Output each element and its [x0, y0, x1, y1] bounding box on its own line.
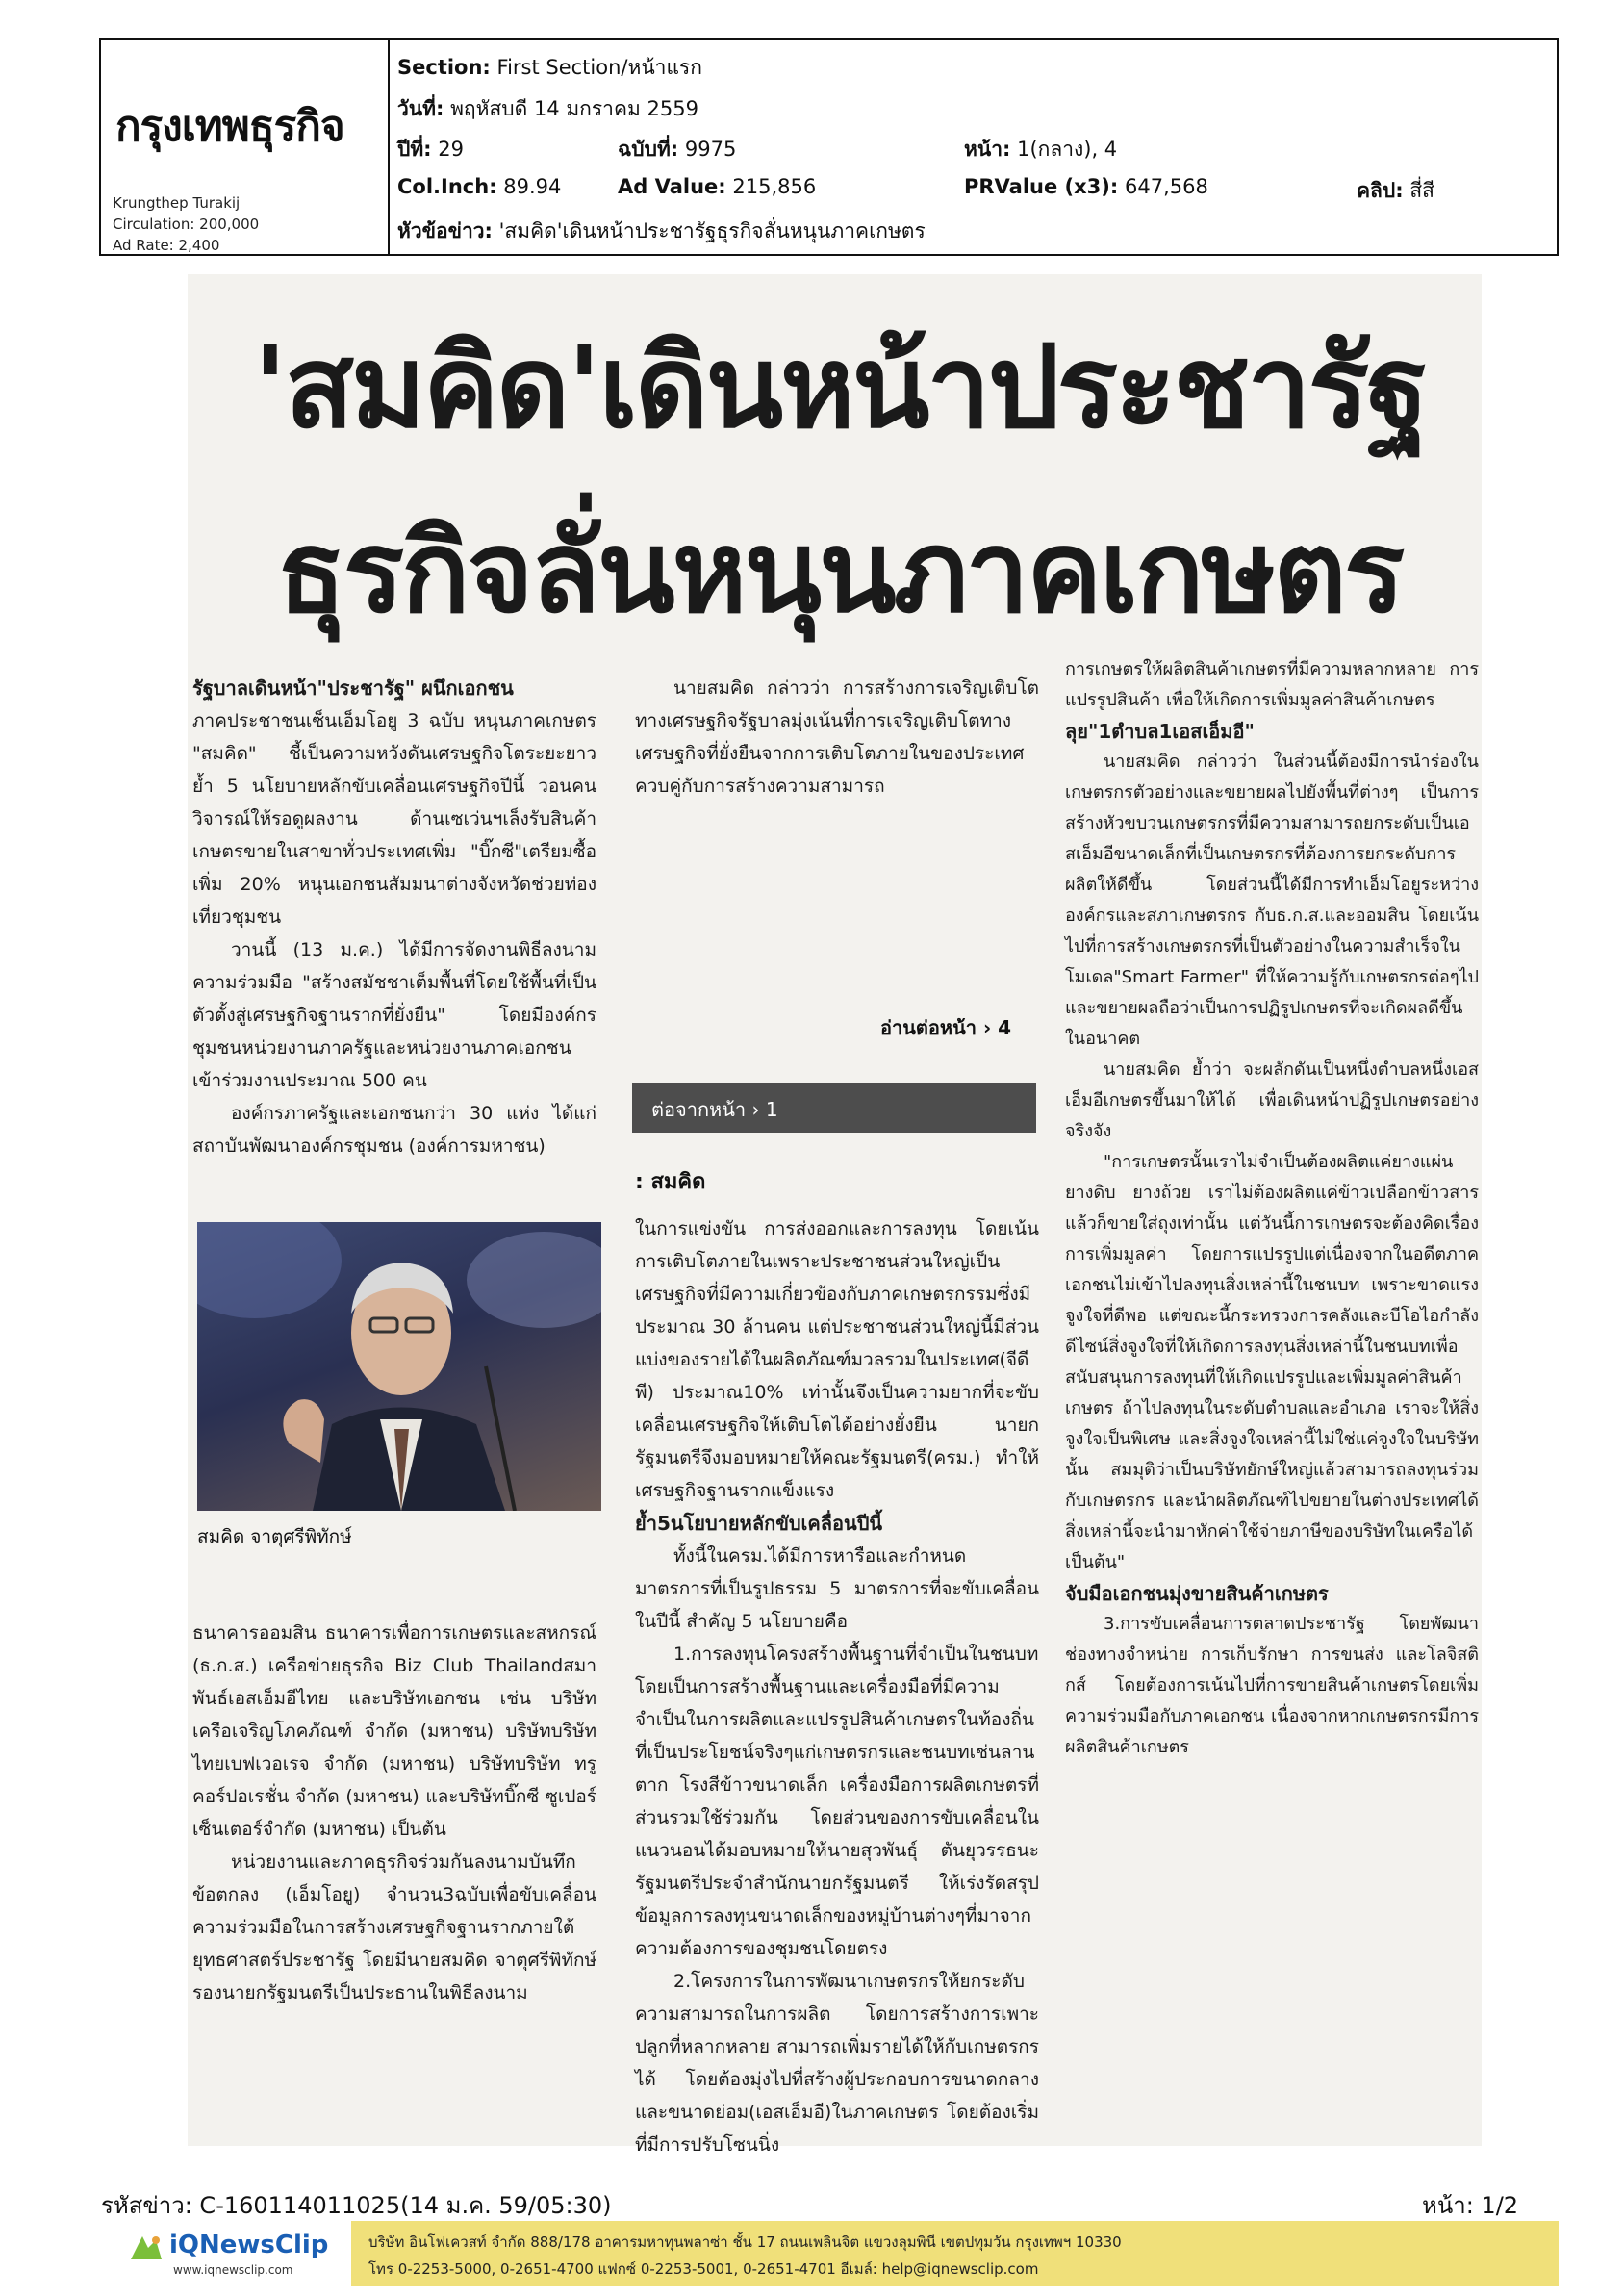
page-value: 1(กลาง), 4 — [1017, 138, 1118, 161]
clipping-info-box — [99, 38, 1559, 256]
photo-caption: สมคิด จาตุศรีพิทักษ์ — [197, 1526, 352, 1547]
article-column-2-continued — [635, 1212, 1039, 2161]
colinch-value: 89.94 — [503, 175, 562, 198]
paragraph: ธนาคารออมสิน ธนาคารเพื่อการเกษตรและสหกรณ์ (ธ.ก.ส.) เครือข่ายธุรกิจ Biz Club Thailandสมาพันธ์เอสเอ็มอีไทย และบริษัทเอกชน เช่น บริษัท เครือเจริญโภคภัณฑ์ จำกัด (มหาชน) บริษัทบริษัทไทยเบฟเวอเรจ จำกัด (มหาชน) บริษัทบริษัท ทรู คอร์ปอเรชั่น จำกัด (มหาชน) และบริษัทบิ๊กซี ซูเปอร์เซ็นเตอร์จำกัด (มหาชน) เป็นต้น — [192, 1622, 596, 1840]
year-value: 29 — [438, 138, 464, 161]
section-label: Section: — [397, 56, 491, 79]
subheading: ย้ำ5นโยบายหลักขับเคลื่อนปีนี้ — [635, 1512, 883, 1535]
year-row — [397, 134, 464, 166]
headline-line-1: 'สมคิด'เดินหน้าประชารัฐ — [252, 320, 1427, 453]
issue-label: ฉบับที่: — [618, 138, 679, 161]
issue-row — [618, 134, 736, 166]
advalue-row — [618, 175, 816, 198]
clip-row — [1357, 175, 1434, 207]
paragraph: หน่วยงานและภาคธุรกิจร่วมกันลงนามบันทึกข้อตกลง (เอ็มโอยู) จำนวน3ฉบับเพื่อขับเคลื่อนความร่วมมือในการสร้างเศรษฐกิจฐานรากภายใต้ยุทธศาสตร์ประชารัฐ โดยมีนายสมคิด จาตุศรีพิทักษ์ รองนายกรัฐมนตรีเป็นประธานในพิธีลงนาม — [192, 1851, 596, 2003]
advalue-label: Ad Value: — [618, 175, 726, 198]
circulation: Circulation: 200,000 — [113, 216, 260, 233]
paragraph: "การเกษตรนั้นเราไม่จำเป็นต้องผลิตแค่ยางแผ่นยางดิบ ยางถ้วย เราไม่ต้องผลิตแค่ข้าวเปลือกข้าวสารแล้วก็ขายใส่ถุงเท่านั้น แต่วันนี้การเกษตรจะต้องคิดเรื่องการเพิ่มมูลค่า โดยการแปรรูปแต่เนื่องจากในอดีตภาคเอกชนไม่เข้าไปลงทุนสิ่งเหล่านี้ในชนบท เพราะขาดแรงจูงใจที่ดีพอ แต่ขณะนี้กระทรวงการคลังและบีโอไอกำลังดีไซน์สิ่งจูงใจที่ให้เกิดการลงทุนสิ่งเหล่านี้ในชนบทเพื่อสนับสนุนการลงทุนที่ให้เกิดแปรรูปและเพิ่มมูลค่าสินค้าเกษตร ถ้าไปลงทุนในระดับตำบลและอำเภอ เราจะให้สิ่งจูงใจเป็นพิเศษ และสิ่งจูงใจเหล่านี้ไม่ใช่แค่จูงใจในบริษัทนั้น สมมุติว่าเป็นบริษัทยักษ์ใหญ่แล้วสามารถลงทุนร่วมกับเกษตรกร และนำผลิตภัณฑ์ไปขยายในต่างประเทศได้ สิ่งเหล่านี้จะนำมาหักค่าใช้จ่ายภาษีของบริษัทในเครือได้ เป็นต้น" — [1065, 1152, 1479, 1572]
paragraph: วานนี้ (13 ม.ค.) ได้มีการจัดงานพิธีลงนามความร่วมมือ "สร้างสมัชชาเต็มพื้นที่โดยใช้พื้นที่เป็นตัวตั้งสู่เศรษฐกิจฐานรากที่ยั่งยืน" โดยมีองค์กรชุมชนหน่วยงานภาครัฐและหน่วยงานภาคเอกชน เข้าร่วมงานประมาณ 500 คน — [192, 939, 596, 1091]
lead-line: รัฐบาลเดินหน้า"ประชารัฐ" ผนึกเอกชน — [192, 676, 514, 700]
article-column-1 — [192, 672, 596, 1162]
footer-contact-bar — [351, 2221, 1559, 2286]
paragraph: ภาคประชาชนเซ็นเอ็มโอยู 3 ฉบับ หนุนภาคเกษตร "สมคิด" ชี้เป็นความหวังดันเศรษฐกิจโตระยะยาว ย้ำ 5 นโยบายหลักขับเคลื่อนเศรษฐกิจปีนี้ วอนคนวิจารณ์ให้รอดูผลงาน ด้านเซเว่นฯเล็งรับสินค้าเกษตรขายในสาขาทั่วประเทศเพิ่ม "บิ๊กซี"เตรียมซื้อเพิ่ม 20% หนุนเอกชนสัมมนาต่างจังหวัดช่วยท่องเที่ยวชุมชน — [192, 710, 596, 928]
page-label: หน้า: — [964, 138, 1011, 161]
topic-label: หัวข้อข่าว: — [397, 219, 493, 242]
article-photo — [197, 1222, 601, 1511]
section-value: First Section/หน้าแรก — [496, 56, 703, 79]
topic-value: 'สมคิด'เดินหน้าประชารัฐธุรกิจลั่นหนุนภาคเกษตร — [498, 219, 926, 242]
paragraph: นายสมคิด ย้ำว่า จะผลักดันเป็นหนึ่งตำบลหนึ่งเอสเอ็มอีเกษตรขึ้นมาให้ได้ เพื่อเดินหน้าปฏิรูปเกษตรอย่างจริงจัง — [1065, 1059, 1479, 1141]
page-indicator: หน้า: 1/2 — [1422, 2192, 1519, 2219]
clip-label: คลิป: — [1357, 179, 1404, 202]
paragraph: 2.โครงการในการพัฒนาเกษตรกรให้ยกระดับความสามารถในการผลิต โดยการสร้างการเพาะปลูกที่หลากหลาย สามารถเพิ่มรายได้ให้กับเกษตรกรได้ โดยต้องมุ่งไปที่สร้างผู้ประกอบการขนาดกลางและขนาดย่อม(เอสเอ็มอี)ในภาคเกษตร โดยต้องเริ่มที่มีการปรับโซนนิ่ง — [635, 1971, 1039, 2156]
paragraph: 1.การลงทุนโครงสร้างพื้นฐานที่จำเป็นในชนบท โดยเป็นการสร้างพื้นฐานและเครื่องมือที่มีความจำเป็นในการผลิตและแปรรูปสินค้าเกษตรในท้องถิ่นที่เป็นประโยชน์จริงๆแก่เกษตรกรและชนบทเช่นลานตาก โรงสีข้าวขนาดเล็ก เครื่องมือการผลิตเกษตรที่ส่วนรวมใช้ร่วมกัน โดยส่วนของการขับเคลื่อนในแนวนอนได้มอบหมายให้นายสุวพันธุ์ ตันยุวรรธนะ รัฐมนตรีประจำสำนักนายกรัฐมนตรี ให้เร่งรัดสรุปข้อมูลการลงทุนขนาดเล็กของหมู่บ้านต่างๆที่มาจากความต้องการของชุมชนโดยตรง — [635, 1644, 1039, 1959]
news-code: รหัสข่าว: C-160114011025(14 ม.ค. 59/05:30) — [101, 2192, 612, 2219]
ad-rate: Ad Rate: 2,400 — [113, 237, 220, 254]
prvalue-label: PRValue (x3): — [964, 175, 1119, 198]
company-address: บริษัท อินโฟเควสท์ จำกัด 888/178 อาคารมหาทุนพลาซ่า ชั้น 17 ถนนเพลินจิต แขวงลุมพินี เขตปทุมวัน กรุงเทพฯ 10330 — [368, 2233, 1122, 2251]
news-clipping — [188, 274, 1482, 2156]
paragraph: นายสมคิด กล่าวว่า การสร้างการเจริญเติบโตทางเศรษฐกิจรัฐบาลมุ่งเน้นที่การเจริญเติบโตทาง เศรษฐกิจที่ยั่งยืนจากการเติบโตภายในของประเทศ ควบคู่กับการสร้างความสามารถ — [635, 677, 1039, 797]
paragraph: ทั้งนี้ในครม.ได้มีการหารือและกำหนดมาตรการที่เป็นรูปธรรม 5 มาตรการที่จะขับเคลื่อนในปีนี้ สำคัญ 5 นโยบายคือ — [635, 1545, 1039, 1632]
headline-line-2: ธุรกิจลั่นหนุนภาคเกษตร — [276, 505, 1403, 638]
article-column-1-continued — [192, 1617, 596, 2009]
section-row — [397, 52, 702, 84]
iqnewsclip-url[interactable]: www.iqnewsclip.com — [173, 2263, 293, 2277]
issue-value: 9975 — [684, 138, 737, 161]
publisher-name: Krungthep Turakij — [113, 194, 241, 212]
continued-from-bar — [632, 1083, 1036, 1133]
advalue-value: 215,856 — [732, 175, 817, 198]
paragraph: องค์กรภาครัฐและเอกชนกว่า 30 แห่ง ได้แก่ สถาบันพัฒนาองค์กรชุมชน (องค์การมหาชน) — [192, 1103, 596, 1157]
year-label: ปีที่: — [397, 138, 432, 161]
subheading: ลุย"1ตำบล1เอสเอ็มอี" — [1065, 720, 1255, 743]
date-label: วันที่: — [397, 97, 444, 120]
page-row — [964, 134, 1117, 166]
portrait-illustration — [197, 1222, 601, 1511]
clip-value: สี่สี — [1409, 179, 1434, 202]
company-contact: โทร 0-2253-5000, 0-2651-4700 แฟกซ์ 0-2253-5001, 0-2651-4701 อีเมล์: help@iqnewsclip.com — [368, 2260, 1039, 2278]
colinch-row — [397, 175, 561, 198]
prvalue-value: 647,568 — [1124, 175, 1208, 198]
paragraph: การเกษตรให้ผลิตสินค้าเกษตรที่มีความหลากหลาย การแปรรูปสินค้า เพื่อให้เกิดการเพิ่มมูลค่าสินค้าเกษตร — [1065, 659, 1479, 710]
article-column-2 — [635, 672, 1039, 803]
iqnewsclip-logo: iQNewsClip — [169, 2231, 329, 2259]
paragraph: ในการแข่งขัน การส่งออกและการลงทุน โดยเน้นการเติบโตภายในเพราะประชาชนส่วนใหญ่เป็นเศรษฐกิจที่มีความเกี่ยวข้องกับภาคเกษตรกรรมซึ่งมีประมาณ 30 ล้านคน แต่ประชาชนส่วนใหญ่นี้มีส่วนแบ่งของรายได้ในผลิตภัณฑ์มวลรวมในประเทศ(จีดีพี) ประมาณ10% เท่านั้นจึงเป็นความยากที่จะขับเคลื่อนเศรษฐกิจให้เติบโตได้อย่างยั่งยืน นายกรัฐมนตรีจึงมอบหมายให้คณะรัฐมนตรี(ครม.) ทำให้เศรษฐกิจฐานรากแข็งแรง — [635, 1218, 1039, 1501]
iqnewsclip-logo-icon — [127, 2232, 165, 2267]
read-more-link[interactable]: อ่านต่อหน้า › 4 — [880, 1016, 1012, 1039]
topic-row — [397, 216, 926, 247]
paragraph: 3.การขับเคลื่อนการตลาดประชารัฐ โดยพัฒนาช่องทางจำหน่าย การเก็บรักษา การขนส่ง และโลจิสติกส์ โดยต้องการเน้นไปที่การขายสินค้าเกษตรโดยเพิ่มความร่วมมือกับภาคเอกชน เนื่องจากหากเกษตรกรมีการผลิตสินค้าเกษตร — [1065, 1614, 1479, 1757]
publication-panel — [101, 40, 390, 254]
colinch-label: Col.Inch: — [397, 175, 497, 198]
date-value: พฤหัสบดี 14 มกราคม 2559 — [450, 97, 698, 120]
date-row — [397, 93, 698, 125]
continued-from-label: ต่อจากหน้า › 1 — [651, 1098, 778, 1121]
publication-logo: กรุงเทพธุรกิจ — [115, 102, 344, 151]
clipping-meta — [390, 40, 1557, 254]
subheading: จับมือเอกชนมุ่งขายสินค้าเกษตร — [1065, 1582, 1329, 1605]
continued-story-name: : สมคิด — [635, 1170, 706, 1194]
prvalue-row — [964, 175, 1208, 198]
article-column-3 — [1065, 654, 1479, 1763]
paragraph: นายสมคิด กล่าวว่า ในส่วนนี้ต้องมีการนำร่องในเกษตรกรตัวอย่างและขยายผลไปยังพื้นที่ต่างๆ เป็นการสร้างหัวขบวนเกษตรกรที่มีความสามารถยกระดับเป็นเอสเอ็มอีขนาดเล็กที่เป็นเกษตรกรที่ต้องการยกระดับการผลิตให้ดีขึ้น โดยส่วนนี้ได้มีการทำเอ็มโอยูระหว่างองค์กรและสภาเกษตรกร กับธ.ก.ส.และออมสิน โดยเน้นไปที่การสร้างเกษตรกรที่เป็นตัวอย่างในความสำเร็จในโมเดล"Smart Farmer" ที่ให้ความรู้กับเกษตรกรต่อๆไปและขยายผลถือว่าเป็นการปฏิรูปเกษตรที่จะเกิดผลดีขึ้นในอนาคต — [1065, 752, 1479, 1049]
